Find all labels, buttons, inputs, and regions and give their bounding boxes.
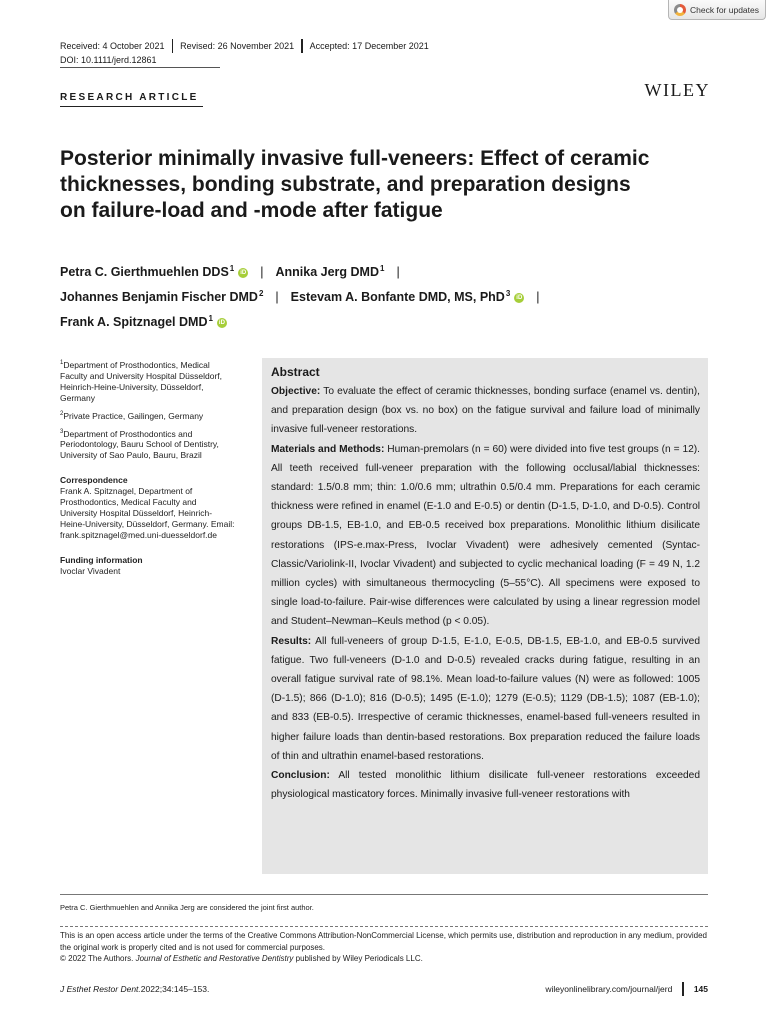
journal-name: Journal of Esthetic and Restorative Dentistry xyxy=(135,954,294,963)
footer-journal: J Esthet Restor Dent. xyxy=(60,984,141,994)
affiliation-marker: 1 xyxy=(229,264,235,273)
abstract-results xyxy=(271,632,700,766)
abstract-methods xyxy=(271,440,700,632)
abstract-heading: Abstract xyxy=(271,365,320,379)
author-name: Annika Jerg DMD xyxy=(275,265,379,279)
affiliation-marker: 1 xyxy=(208,314,213,323)
publisher-logo: WILEY xyxy=(644,80,710,100)
copyright-suffix: published by Wiley Periodicals LLC. xyxy=(293,954,423,963)
author-separator: | xyxy=(275,290,279,304)
author-line xyxy=(60,310,552,335)
funding-text: Ivoclar Vivadent xyxy=(60,566,121,577)
affiliation-marker: 1 xyxy=(60,360,64,366)
article-type-underline xyxy=(60,106,203,107)
title-line: Posterior minimally invasive full-veneers: Effect of ceramic xyxy=(60,147,650,170)
abstract-box xyxy=(262,358,708,874)
author-line xyxy=(60,260,552,285)
revised-date: Revised: 26 November 2021 xyxy=(180,41,295,51)
footer-separator xyxy=(682,982,684,996)
crossmark-icon xyxy=(674,4,686,16)
author-separator: | xyxy=(260,265,264,279)
license-divider xyxy=(60,926,708,927)
footer-citation-detail: 2022;34:145–153. xyxy=(140,984,210,994)
author-name: Johannes Benjamin Fischer DMD xyxy=(60,290,258,304)
affiliation xyxy=(60,427,235,462)
affiliation-text: Department of Prosthodontics, Medical Faculty and University Hospital Düsseldorf, Heinrich-Heine-University, Düsseldorf, Germany xyxy=(60,359,223,403)
affiliation xyxy=(60,409,235,422)
correspondence-text: Frank A. Spitznagel, Department of Prosthodontics, Medical Faculty and University Hospital Düsseldorf, Heinrich-Heine-University, Düsseldorf, Germany. Email: frank.spitznagel@med.uni-duesseldorf.de xyxy=(60,486,235,541)
affiliation xyxy=(60,358,235,404)
doi[interactable]: DOI: 10.1111/jerd.12861 xyxy=(60,55,157,65)
affiliation-marker: 3 xyxy=(505,289,511,298)
received-date: Received: 4 October 2021 xyxy=(60,41,165,51)
affiliation-marker: 2 xyxy=(258,289,264,298)
affiliation-marker: 3 xyxy=(60,428,64,435)
license-text: This is an open access article under the terms of the Creative Commons Attribution-NonCommercial License, which permits use, distribution and reproduction in any medium, provided the original work is properly cited and is not used for commercial purposes. xyxy=(60,931,707,952)
section-label: Conclusion: xyxy=(271,770,330,782)
author-name: Frank A. Spitznagel DMD xyxy=(60,315,208,329)
check-for-updates-label: Check for updates xyxy=(690,4,759,15)
orcid-icon[interactable]: iD xyxy=(218,319,225,326)
journal-url[interactable]: wileyonlinelibrary.com/journal/jerd xyxy=(545,984,673,994)
publication-dates xyxy=(60,39,429,53)
doi-divider xyxy=(60,67,220,68)
affiliation-text: Private Practice, Gailingen, Germany xyxy=(63,410,204,421)
section-label: Objective: xyxy=(271,386,321,397)
correspondence-heading: Correspondence xyxy=(60,475,128,486)
affiliation-marker: 2 xyxy=(60,410,64,417)
author-line xyxy=(60,285,552,310)
author-name: Estevam A. Bonfante DMD, MS, PhD xyxy=(290,290,505,304)
affiliation-marker: 1 xyxy=(380,264,385,273)
affiliation-text: Department of Prosthodontics and Periodontology, Bauru School of Dentistry, University of Sao Paulo, Bauru, Brazil xyxy=(60,428,219,461)
page-number: 145 xyxy=(693,984,708,994)
footnote: Petra C. Gierthmuehlen and Annika Jerg are considered the joint first author. xyxy=(60,903,314,912)
author-name: Petra C. Gierthmuehlen DDS xyxy=(60,265,229,279)
article-type: RESEARCH ARTICLE xyxy=(60,92,199,103)
section-label: Results: xyxy=(271,635,312,647)
orcid-icon[interactable]: iD xyxy=(516,294,523,301)
title-line: thicknesses, bonding substrate, and preparation designs xyxy=(60,173,631,196)
license-notice xyxy=(60,930,708,965)
date-separator xyxy=(172,39,174,53)
title-line: on failure-load and -mode after fatigue xyxy=(60,199,443,222)
article-title xyxy=(60,146,680,224)
accepted-date: Accepted: 17 December 2021 xyxy=(309,41,429,51)
section-label: Materials and Methods: xyxy=(271,443,385,455)
check-for-updates-button[interactable] xyxy=(668,0,766,20)
page-footer xyxy=(60,982,708,996)
abstract-conclusion xyxy=(271,766,700,804)
author-separator: | xyxy=(536,290,540,304)
section-text: All full-veneers of group D-1.5, E-1.0, E-0.5, DB-1.5, EB-1.0, and EB-0.5 survived fatigue. Two full-veneers (D-1.0 and D-0.5) revealed cracks during fatigue, resulting in an overall fatigue survival rate of 98.1%. Mean load-to-failure values (N) were as followed: 1005 (D-1.5); 866 (D-1.0); 816 (D-0.5); 1495 (E-1.0); 1279 (E-0.5); 1129 (DB-1.5); 1087 (EB-1.0); and 833 (EB-0.5). Irrespective of ceramic thicknesses, enamel-based full-veneers resulted in higher failure loads than dentin-based restorations. Box preparation reduced the failure loads of thin and ultrathin enamel-based restorations. xyxy=(271,635,700,762)
author-separator: | xyxy=(396,265,400,279)
orcid-icon[interactable]: iD xyxy=(240,269,247,276)
copyright-line xyxy=(60,953,708,965)
article-sidebar xyxy=(60,358,235,577)
footnote-divider xyxy=(60,894,708,895)
funding-heading: Funding information xyxy=(60,555,143,566)
author-list xyxy=(60,260,552,335)
section-text: All tested monolithic lithium disilicate full-veneer restorations exceeded physiological masticatory forces. Minimally invasive full-veneer restorations with xyxy=(271,770,700,801)
section-text: Human-premolars (n = 60) were divided into five test groups (n = 12). All teeth received full-veneer preparation with the following occlusal/labial thicknesses: standard: 1.5/0.8 mm; thin: 1.0/0.6 mm; ultrathin 0.5/0.4 mm. Preparations for each ceramic thickness were refined in enamel (E-1.0 and E-0.5) or dentin (D-1.5, D-1.0, and D-0.5). Control groups DB-1.5, EB-1.0, and EB-0.5 received box preparations. Monolithic lithium disilicate restorations (IPS-e.max-Press, Ivoclar Vivadent) were adhesively cemented (Syntac-Classic/Variolink-II, Ivoclar Vivadent) and subjected to cyclic mechanical loading (F = 49 N, 1.2 million cycles) with simultaneous thermocycling (5–55°C). All specimens were exposed to single load-to-failure. Pair-wise differences were calculated by using a linear regression model and Student–Newman–Keuls method (p < 0.05). xyxy=(271,443,700,628)
section-text: To evaluate the effect of ceramic thicknesses, bonding surface (enamel vs. dentin), and preparation design (box vs. no box) on the fatigue survival and failure load of minimally invasive full-veneer restorations. xyxy=(271,386,700,436)
copyright-prefix: © 2022 The Authors. xyxy=(60,954,136,963)
date-separator xyxy=(301,39,303,53)
abstract-objective xyxy=(271,382,700,440)
